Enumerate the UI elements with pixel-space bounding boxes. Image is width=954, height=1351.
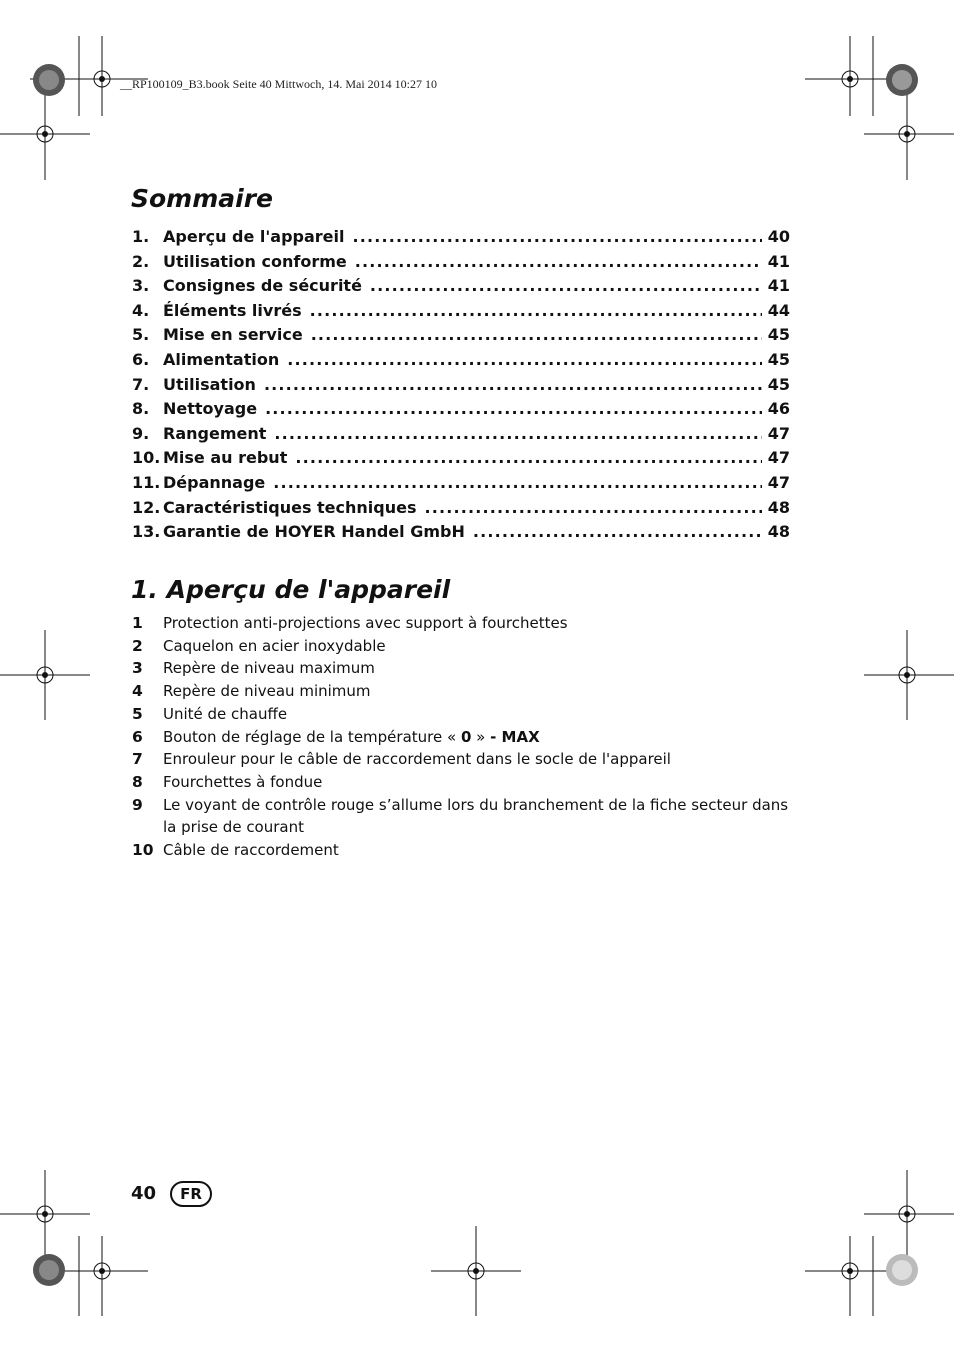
list-item: 9 Le voyant de contrôle rouge s’allume lors du branchement de la fiche secteur dans la prise de courant (132, 795, 789, 837)
toc-entry[interactable]: 12. Caractéristiques techniques . . . 48 (132, 498, 790, 523)
toc-entry[interactable]: 4. Éléments livrés . . . 44 (132, 301, 790, 326)
table-of-contents (132, 227, 790, 547)
toc-entry[interactable]: 5. Mise en service . . . 45 (132, 325, 790, 350)
toc-entry[interactable]: 11. Dépannage . . . 47 (132, 473, 790, 498)
parts-list (132, 612, 792, 862)
toc-entry[interactable]: 9. Rangement . . . 47 (132, 424, 790, 449)
list-item: 7 Enrouleur pour le câble de raccordement dans le socle de l'appareil (132, 750, 671, 769)
list-item: 5 Unité de chauffe (132, 704, 288, 723)
toc-entry[interactable]: 1. Aperçu de l'appareil . . . 40 (132, 227, 790, 252)
list-item: 1 Protection anti-projections avec support à fourchettes (132, 614, 568, 632)
list-item: 4 Repère de niveau minimum (132, 682, 371, 701)
toc-entry[interactable]: 3. Consignes de sécurité . . . 41 (132, 276, 790, 301)
print-header: __RP100109_B3.book Seite 40 Mittwoch, 14. Mai 2014 10:27 10 (120, 77, 438, 91)
list-item: 2 Caquelon en acier inoxydable (132, 636, 386, 655)
toc-entry[interactable]: 2. Utilisation conforme . . . 41 (132, 252, 790, 277)
toc-entry[interactable]: 7. Utilisation . . . 45 (132, 375, 790, 400)
list-item: 10 Câble de raccordement (132, 841, 339, 860)
section-title: 1. Aperçu de l'appareil (131, 575, 451, 604)
list-item: 8 Fourchettes à fondue (132, 772, 323, 791)
toc-entry[interactable]: 13. Garantie de HOYER Handel GmbH . . . 48 (132, 522, 790, 547)
list-item: 6 Bouton de réglage de la température « 0 » - MAX (132, 727, 540, 746)
toc-entry[interactable]: 8. Nettoyage . . . 46 (132, 399, 790, 424)
toc-entry[interactable]: 10. Mise au rebut . . . 47 (132, 448, 790, 473)
toc-entry[interactable]: 6. Alimentation . . . 45 (132, 350, 790, 375)
language-badge: FR (170, 1181, 212, 1207)
list-item: 3 Repère de niveau maximum (132, 659, 375, 678)
page-number: 40 (131, 1183, 157, 1204)
toc-title: Sommaire (131, 184, 274, 213)
